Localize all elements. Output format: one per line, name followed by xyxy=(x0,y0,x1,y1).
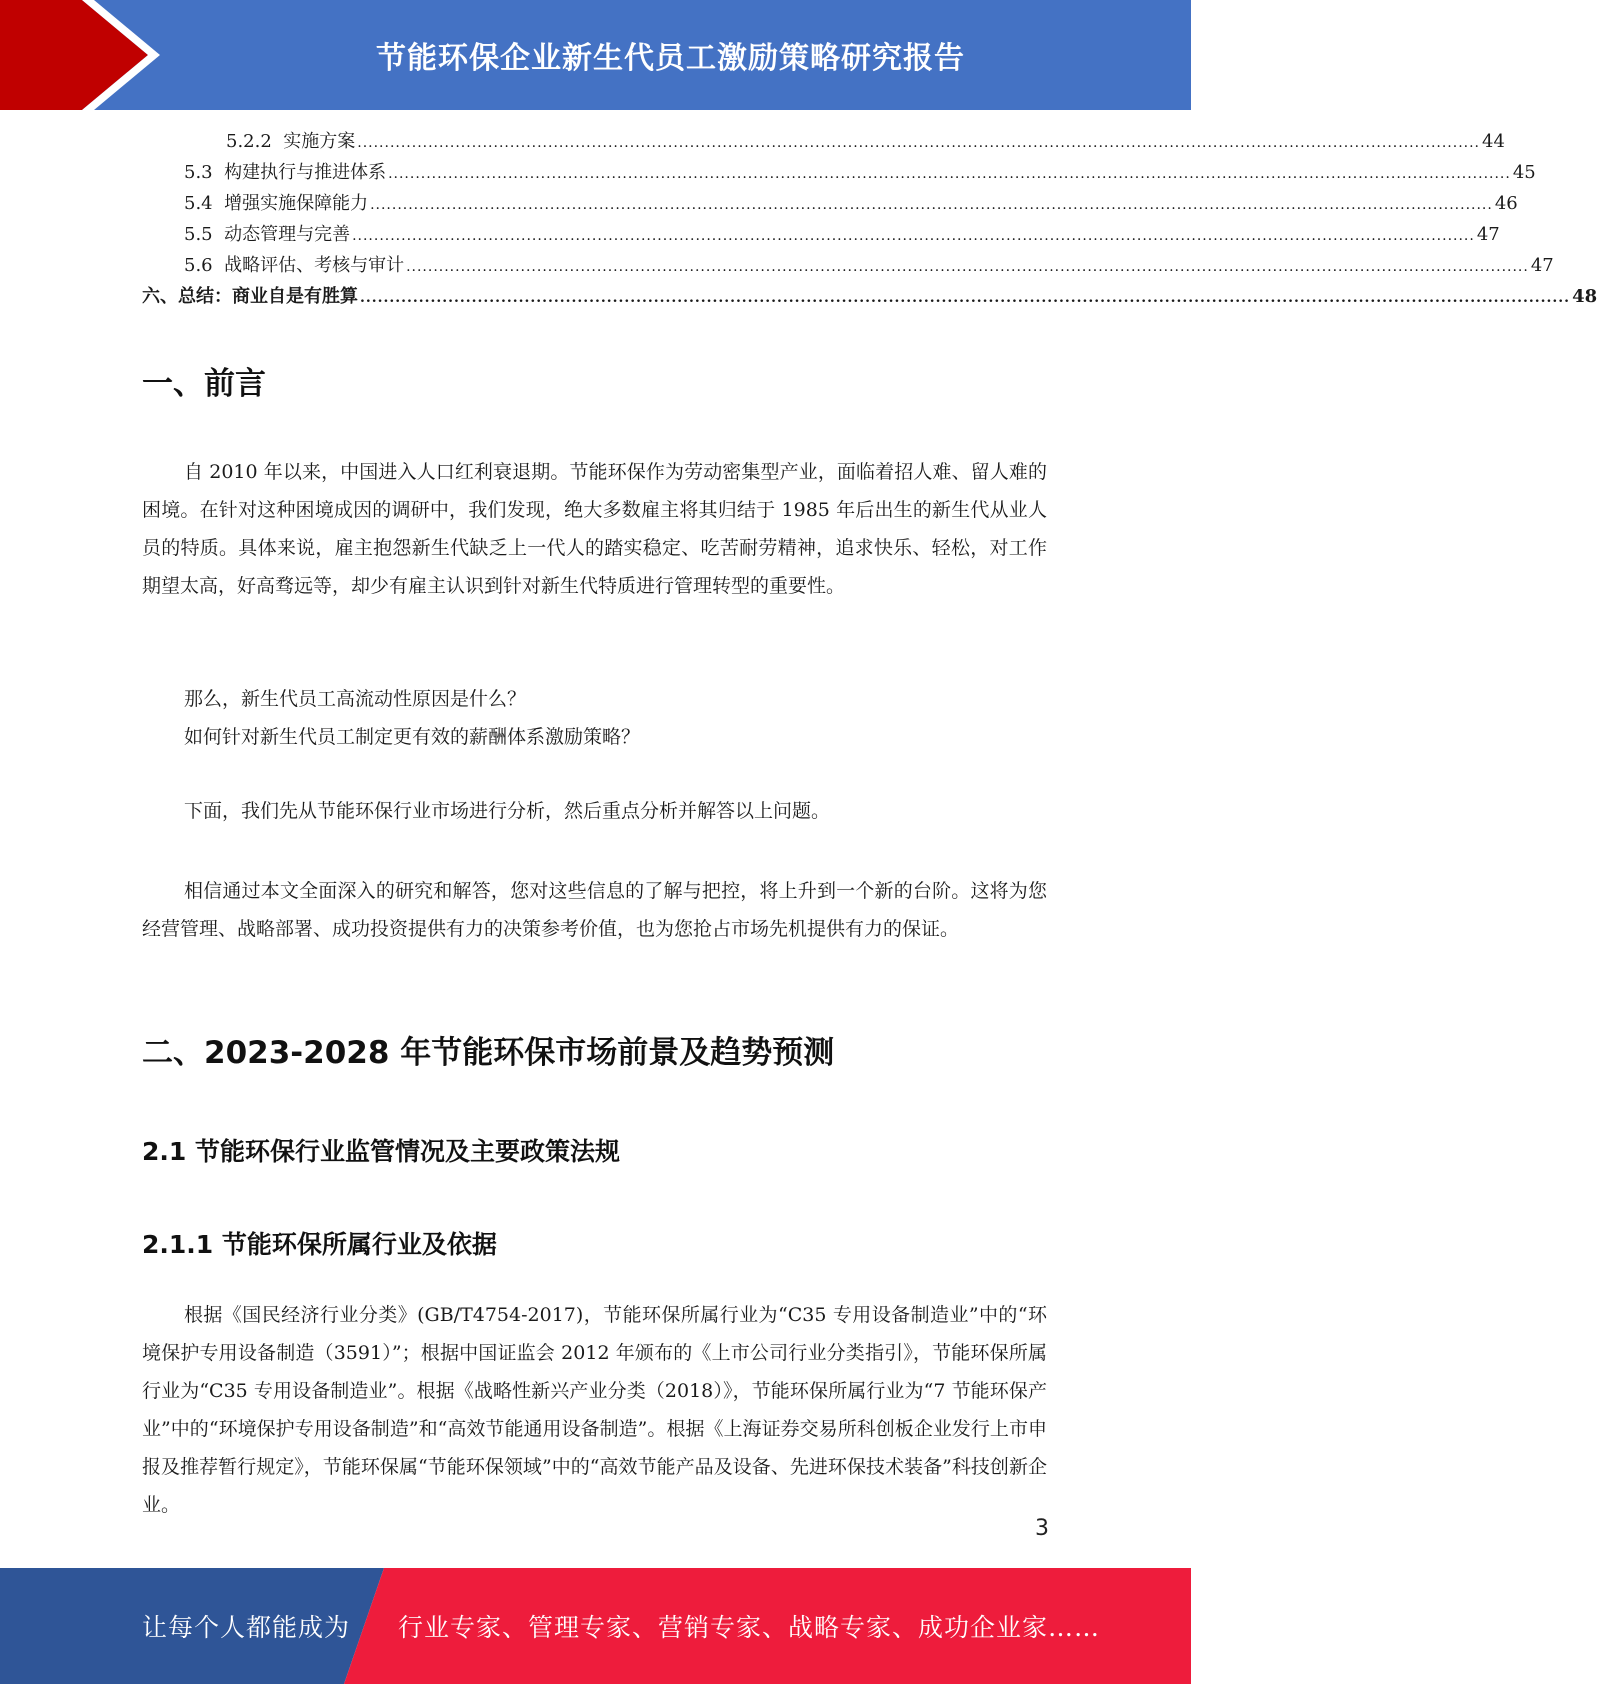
toc-page: 45 xyxy=(1512,162,1536,183)
toc-entry[interactable] xyxy=(142,188,1518,219)
toc-label: 动态管理与完善 xyxy=(224,224,351,245)
section-heading-preface: 一、前言 xyxy=(142,366,266,402)
header-band xyxy=(0,0,1191,110)
toc-leader: .............................................................................................................................................................................................................. xyxy=(357,135,1480,151)
toc-label: 战略评估、考核与审计 xyxy=(224,255,405,276)
toc-number: 5.3 xyxy=(184,162,225,183)
toc-number: 5.2.2 xyxy=(226,131,284,152)
footer-slogan-left: 让每个人都能成为 xyxy=(142,1613,351,1642)
toc-entry[interactable] xyxy=(142,250,1554,281)
toc-page: 48 xyxy=(1572,286,1597,307)
preface-paragraph-2: 下面，我们先从节能环保行业市场进行分析，然后重点分析并解答以上问题。 xyxy=(184,800,831,822)
toc-leader: .............................................................................................................................................................................................................. xyxy=(406,259,1529,275)
section-2-1-1-heading: 2.1.1 节能环保所属行业及依据 xyxy=(142,1230,497,1259)
toc-leader: .............................................................................................................................................................................................................. xyxy=(360,290,1571,306)
section-2-1-1-paragraph: 根据《国民经济行业分类》(GB/T4754-2017)，节能环保所属行业为“C35 专用设备制造业”中的“环境保护专用设备制造（3591）”；根据中国证监会 2012 年颁布的《上市公司行业分类指引》，节能环保所属行业为“C35 专用设备制造业”。根据《战略性新兴产业分类（2018）》，节能环保所属行业为“7 节能环保产业”中的“环境保护专用设备制造”和“高效节能通用设备制造”。根据《上海证券交易所科创板企业发行上市申报及推荐暂行规定》，节能环保属“节能环保领域”中的“高效节能产品及设备、先进环保技术装备”科技创新企业。 xyxy=(142,1304,1047,1516)
section-2-1-heading: 2.1 节能环保行业监管情况及主要政策法规 xyxy=(142,1137,620,1166)
toc-number: 5.4 xyxy=(184,193,225,214)
footer-band xyxy=(0,1568,1191,1684)
page-number: 3 xyxy=(1035,1516,1049,1541)
toc-label: 增强实施保障能力 xyxy=(224,193,369,214)
toc-leader: .............................................................................................................................................................................................................. xyxy=(388,166,1511,182)
toc-label: 六、总结：商业自是有胜算 xyxy=(142,286,358,307)
toc-page: 47 xyxy=(1530,255,1554,276)
table-of-contents xyxy=(142,126,1597,312)
toc-page: 47 xyxy=(1476,224,1500,245)
toc-leader: .............................................................................................................................................................................................................. xyxy=(370,197,1493,213)
toc-leader: .............................................................................................................................................................................................................. xyxy=(352,228,1475,244)
toc-entry[interactable] xyxy=(142,219,1500,250)
toc-entry[interactable] xyxy=(142,157,1536,188)
toc-page: 46 xyxy=(1494,193,1518,214)
toc-page: 44 xyxy=(1482,131,1505,152)
preface-paragraph-1: 自 2010 年以来，中国进入人口红利衰退期。节能环保作为劳动密集型产业，面临着招人难、留人难的困境。在针对这种困境成因的调研中，我们发现，绝大多数雇主将其归结于 1985 年后出生的新生代从业人员的特质。具体来说，雇主抱怨新生代缺乏上一代人的踏实稳定、吃苦耐劳精神，追求快乐、轻松，对工作期望太高，好高骛远等，却少有雇主认识到针对新生代特质进行管理转型的重要性。 xyxy=(142,461,1047,597)
preface-paragraph-3: 相信通过本文全面深入的研究和解答，您对这些信息的了解与把控，将上升到一个新的台阶。这将为您经营管理、战略部署、成功投资提供有力的决策参考价值，也为您抢占市场先机提供有力的保证。 xyxy=(142,880,1047,940)
question-2: 如何针对新生代员工制定更有效的薪酬体系激励策略？ xyxy=(184,726,641,748)
toc-entry[interactable] xyxy=(142,281,1597,312)
toc-label: 实施方案 xyxy=(283,131,356,152)
footer-slogan-right: 行业专家、管理专家、营销专家、战略专家、成功企业家…… xyxy=(398,1613,1101,1642)
document-title: 节能环保企业新生代员工激励策略研究报告 xyxy=(376,41,965,76)
question-1: 那么，新生代员工高流动性原因是什么？ xyxy=(184,688,527,710)
chapter-2-heading: 二、2023-2028 年节能环保市场前景及趋势预测 xyxy=(142,1035,835,1071)
header-arrow-logo xyxy=(0,0,160,110)
toc-number: 5.5 xyxy=(184,224,225,245)
toc-entry[interactable] xyxy=(142,126,1505,157)
toc-label: 构建执行与推进体系 xyxy=(224,162,387,183)
toc-number: 5.6 xyxy=(184,255,225,276)
